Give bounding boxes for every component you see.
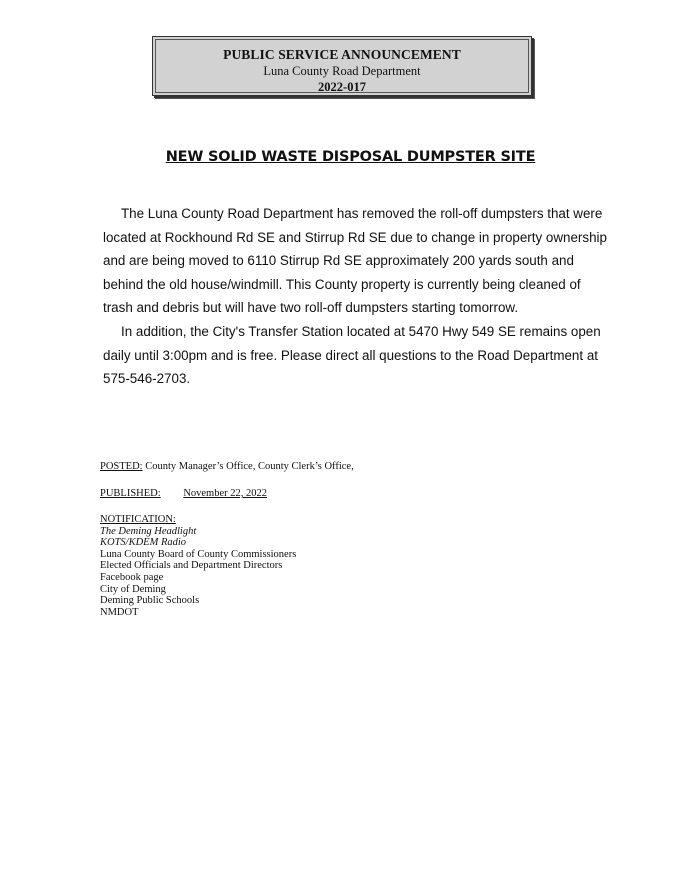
notification-item: City of Deming — [100, 583, 166, 595]
notification-label: NOTIFICATION: — [100, 514, 176, 525]
notification-item: KOTS/KDEM Radio — [100, 537, 187, 549]
body-text — [103, 202, 608, 391]
notification-item: Facebook page — [100, 571, 164, 583]
body-paragraph-2: In addition, the City's Transfer Station located at 5470 Hwy 549 SE remains open daily until 3:00pm and is free. Please direct all questions to the Road Department at 575-546-2703. — [103, 323, 601, 387]
published-date: November 22, 2022 — [183, 488, 268, 499]
notification-item: NMDOT — [100, 606, 139, 618]
document-title: NEW SOLID WASTE DISPOSAL DUMPSTER SITE — [165, 149, 536, 165]
header-title: PUBLIC SERVICE ANNOUNCEMENT — [223, 47, 461, 62]
posted-label: POSTED: — [100, 461, 143, 472]
posted-value: County Manager’s Office, County Clerk’s Office, — [145, 461, 354, 472]
published-line — [100, 488, 275, 499]
posted-line — [100, 461, 354, 472]
notification-item: Deming Public Schools — [100, 595, 200, 607]
body-paragraph-1: The Luna County Road Department has removed the roll-off dumpsters that were located at Rockhound Rd SE and Stirrup Rd SE due to change in property ownership and are being moved to 6110 Stirrup Rd SE approximately 200 yards south and behind the old house/windmill. This County property is currently being cleaned of trash and debris but will have two roll-off dumpsters starting tomorrow. — [103, 206, 607, 316]
notification-section — [100, 514, 296, 618]
header-inner-border — [155, 39, 529, 93]
header-department: Luna County Road Department — [263, 64, 421, 78]
header-number: 2022-017 — [318, 80, 366, 94]
notification-item: Luna County Board of County Commissioners — [100, 548, 297, 560]
published-label: PUBLISHED: — [100, 488, 161, 499]
notification-item: The Deming Headlight — [100, 525, 197, 537]
notification-item: Elected Officials and Department Directors — [100, 560, 283, 572]
announcement-header-box — [152, 36, 532, 96]
